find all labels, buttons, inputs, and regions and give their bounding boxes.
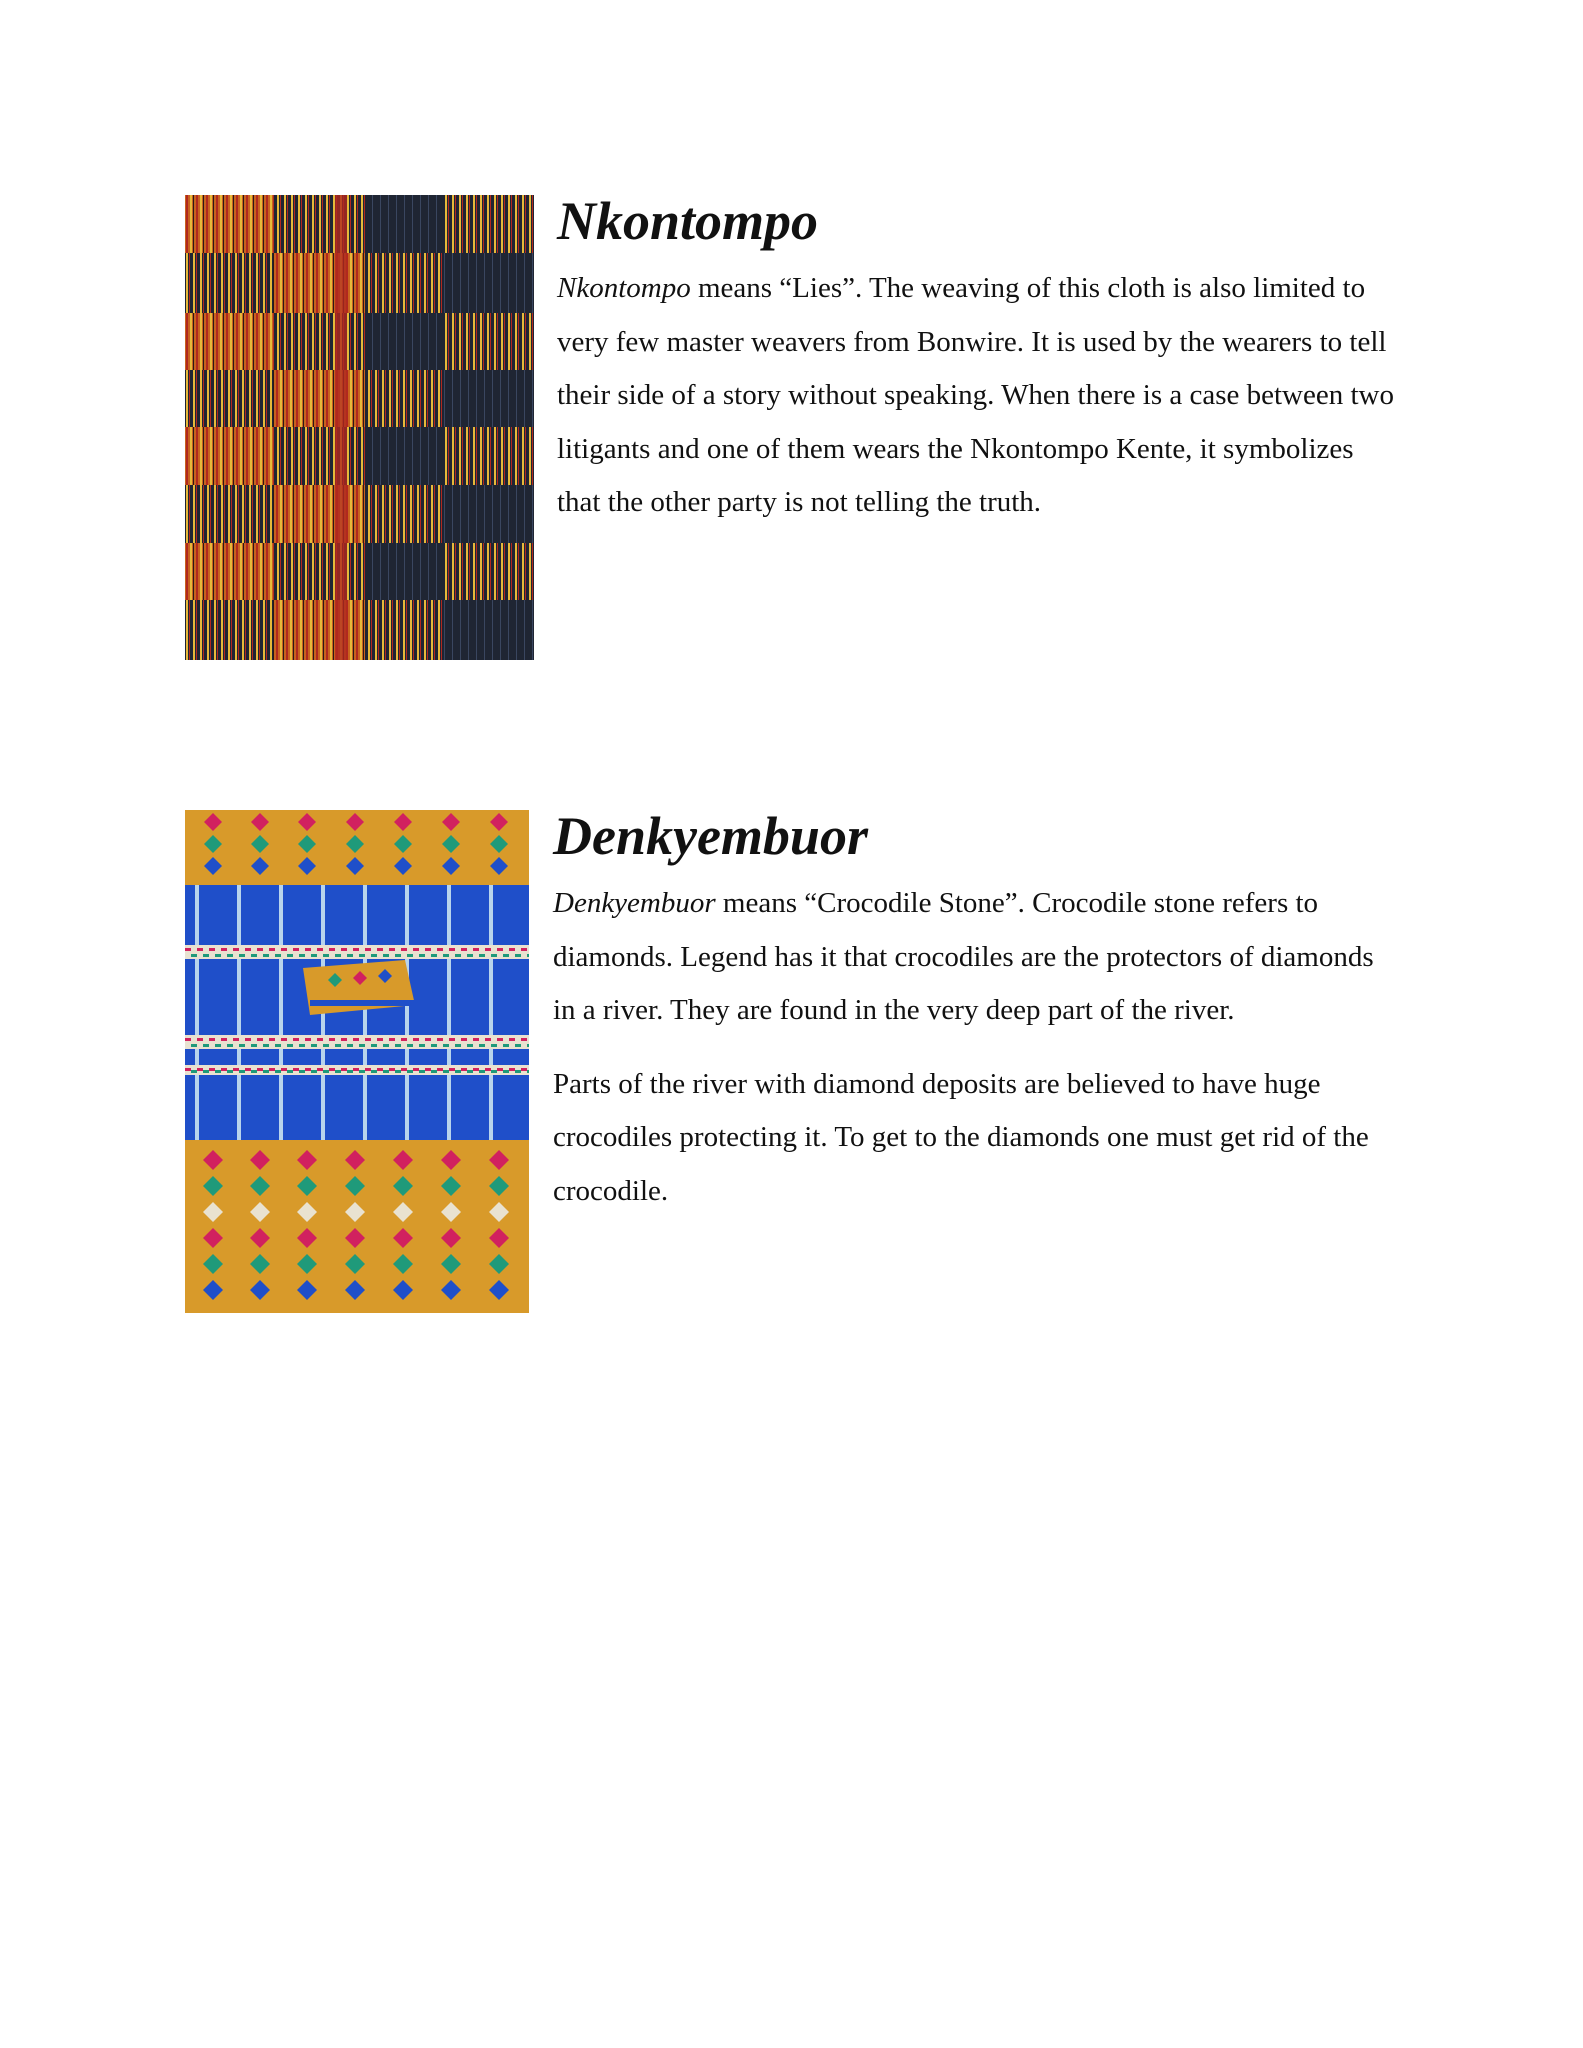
paragraph-text: means “Crocodile Stone”. Crocodile stone refers to diamonds. Legend has it that crocodiles are the protectors of diamonds in a river. They are found in the very deep part of the river.: [553, 887, 1374, 1026]
term-italic: Nkontompo: [557, 272, 691, 304]
nkontompo-section: [557, 190, 1397, 530]
paragraph-text: Parts of the river with diamond deposits are believed to have huge crocodiles protecting it. To get to the diamonds one must get rid of the crocodile.: [553, 1067, 1369, 1207]
term-italic: Denkyembuor: [553, 887, 716, 919]
kente-cloth-photo-icon: [185, 810, 529, 1313]
section-title: Denkyembuor: [553, 806, 868, 866]
paragraph-text: means “Lies”. The weaving of this cloth is also limited to very few master weavers from Bonwire. It is used by the wearers to tell their side of a story without speaking. When there is a case between two litigants and one of them wears the Nkontompo Kente, it symbolizes that the other party is not telling the truth.: [557, 272, 1394, 518]
section-title: Nkontompo: [557, 191, 819, 251]
paragraph: [557, 262, 1397, 530]
denkyembuor-section: [553, 805, 1403, 1218]
denkyembuor-cloth-image: [185, 810, 529, 1313]
nkontompo-cloth-image: [185, 195, 534, 660]
paragraph: [553, 877, 1403, 1038]
paragraph: [553, 1058, 1403, 1219]
kente-cloth-photo-icon: [185, 195, 534, 660]
